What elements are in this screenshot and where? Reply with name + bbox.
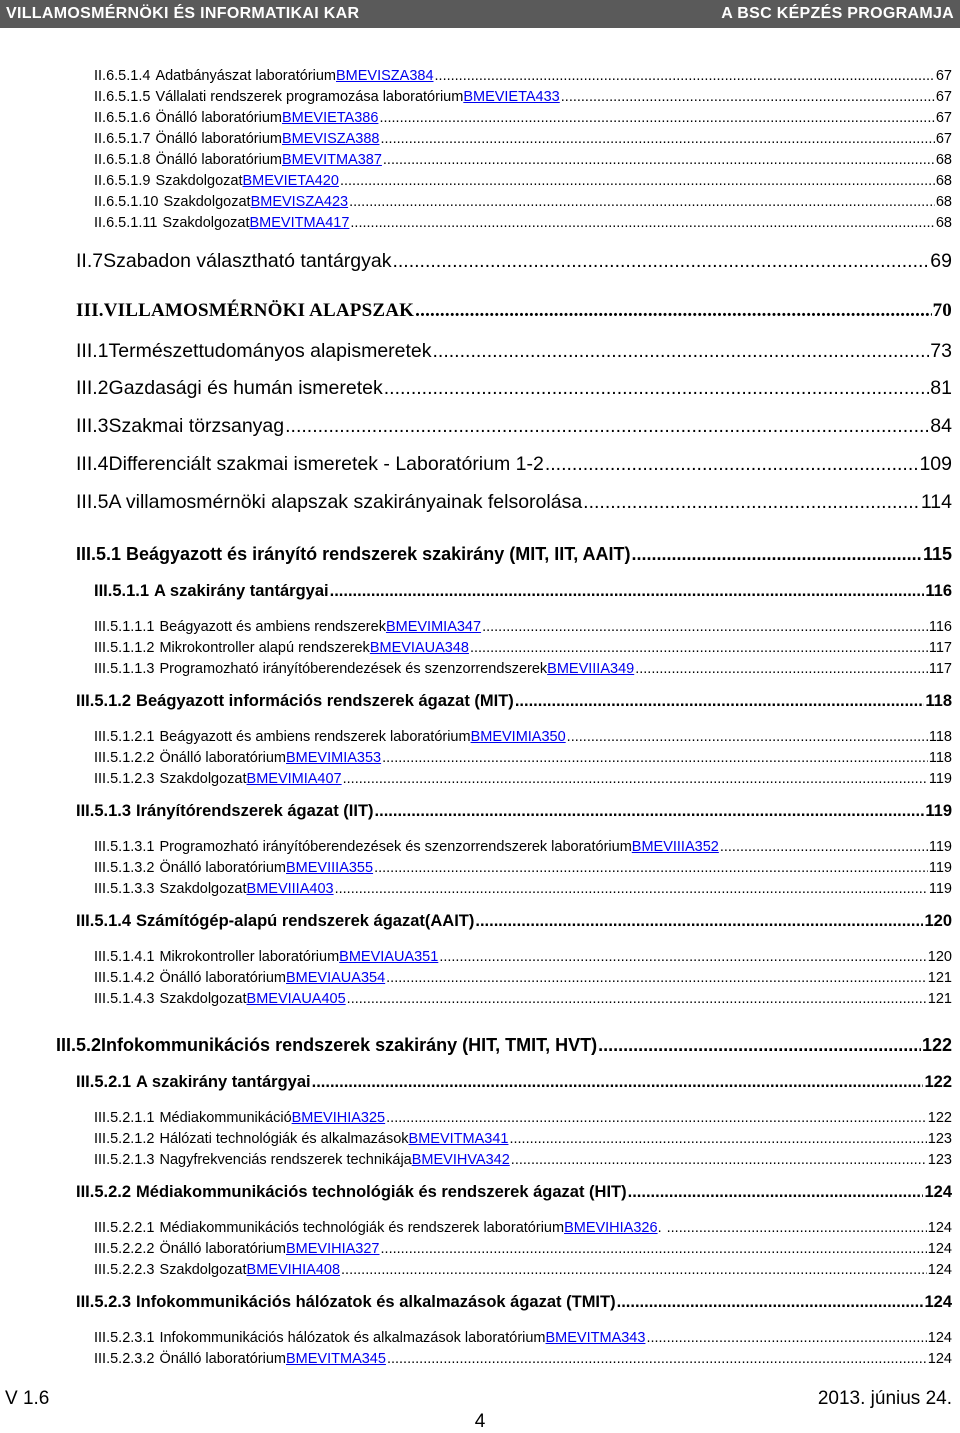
toc-entry-title: Önálló laboratórium [159, 1241, 287, 1257]
toc-entry-title: A villamosmérnöki alapszak szakirányainak felsorolása [108, 491, 583, 513]
course-code-link[interactable]: BMEVIAUA354 [286, 970, 386, 986]
course-code-link[interactable]: BMEVIIIA349 [547, 661, 635, 677]
toc-entry[interactable] [94, 68, 952, 85]
toc-entry-number: III.5.1.2.2 [94, 750, 155, 766]
dot-leader [381, 1241, 927, 1258]
toc-entry-title: Természettudományos alapismeretek [108, 340, 432, 362]
dot-leader [382, 750, 928, 767]
toc-entry[interactable] [94, 131, 952, 148]
toc-entry-number: III.5.2.1.2 [94, 1131, 155, 1147]
toc-entry[interactable] [76, 1073, 952, 1092]
toc-entry[interactable] [94, 1110, 952, 1127]
toc-entry-title: Beágyazott és irányító rendszerek szakirány (MIT, IIT, AAIT) [126, 544, 631, 564]
toc-entry-number: III.5.2.1.3 [94, 1152, 155, 1168]
toc-entry-title: Szakdolgozat [159, 991, 247, 1007]
course-code-link[interactable]: BMEVITMA417 [249, 215, 350, 231]
toc-entry-number: III.5.2.2.2 [94, 1241, 155, 1257]
toc-entry[interactable] [76, 1183, 952, 1202]
toc-entry-number: III.5.1.2 [76, 692, 132, 710]
toc-entry-number: II.6.5.1.7 [94, 131, 151, 147]
toc-entry[interactable] [94, 1220, 952, 1237]
dot-leader [561, 89, 935, 106]
dot-leader [350, 215, 934, 232]
toc-entry-number: III.5.1 [76, 544, 122, 564]
toc-entry[interactable] [94, 1152, 952, 1169]
toc-entry-page: 81 [930, 377, 952, 399]
toc-entry-title: VILLAMOSMÉRNÖKI ALAPSZAK [103, 300, 415, 321]
toc-entry-page: 117 [928, 640, 952, 656]
toc-entry-number: III.3 [76, 415, 109, 437]
toc-entry-page: 67 [935, 89, 952, 105]
toc-entry-page: 70 [932, 300, 952, 321]
dot-leader [515, 692, 925, 711]
toc-entry-page: 67 [935, 110, 952, 126]
toc-entry-page: 124 [924, 1183, 952, 1201]
toc-entry[interactable] [94, 640, 952, 657]
header-program-title: A BSC KÉPZÉS PROGRAMJA [721, 5, 954, 22]
toc-entry[interactable] [76, 692, 952, 711]
course-code-link[interactable]: BMEVIHVA342 [411, 1152, 510, 1168]
toc-entry-title: Szakdolgozat [159, 1262, 247, 1278]
course-code-link[interactable]: BMEVIMIA353 [286, 750, 382, 766]
dot-leader [384, 377, 930, 399]
toc-entry-title: Infokommunikációs hálózatok és alkalmazások ágazat (TMIT) [136, 1293, 616, 1311]
dot-leader [509, 1131, 926, 1148]
toc-entry-title: Szakdolgozat [155, 173, 243, 189]
course-code-link[interactable]: BMEVIETA433 [463, 89, 560, 105]
toc-entry-title: Gazdasági és humán ismeretek [108, 377, 383, 399]
toc-entry-number: III.4 [76, 453, 109, 475]
toc-entry-page: 121 [927, 991, 952, 1007]
toc-entry-title: Hálózati technológiák és alkalmazások [159, 1131, 409, 1147]
toc-entry-page: 116 [925, 582, 952, 600]
toc-entry[interactable] [94, 991, 952, 1008]
toc-entry[interactable] [94, 661, 952, 678]
toc-entry-title: Mikrokontroller laboratórium [159, 949, 340, 965]
toc-entry-page: 119 [928, 839, 952, 855]
course-code-link[interactable]: BMEVISZA384 [336, 68, 434, 84]
toc-entry[interactable] [94, 771, 952, 788]
footer-date: 2013. június 24. [817, 1388, 952, 1409]
toc-entry-number: III.5.1.4 [76, 912, 132, 930]
course-code-link[interactable]: BMEVIMIA407 [246, 771, 342, 787]
toc-entry[interactable] [94, 173, 952, 190]
toc-entry-title: Szakdolgozat [163, 194, 251, 210]
toc-entry-number: II.6.5.1.11 [94, 215, 158, 231]
dot-leader [347, 991, 927, 1008]
dot-leader [475, 912, 923, 931]
toc-entry-number: III.5.1.1.3 [94, 661, 155, 677]
toc-entry-page: 124 [927, 1220, 952, 1236]
toc-entry-page: 67 [935, 131, 952, 147]
toc-entry[interactable] [76, 377, 952, 399]
toc-entry[interactable] [94, 839, 952, 856]
dot-leader [470, 640, 928, 657]
dot-leader [285, 415, 929, 437]
toc-entry-page: 124 [927, 1241, 952, 1257]
dot-leader [667, 1220, 927, 1237]
toc-entry-title: A szakirány tantárgyai [136, 1073, 311, 1091]
toc-entry[interactable] [94, 1131, 952, 1148]
toc-entry-title: Médiakommunikáció [159, 1110, 292, 1126]
toc-entry-page: 109 [919, 453, 952, 475]
toc-entry-number: III.5.1.4.1 [94, 949, 155, 965]
toc-entry[interactable] [56, 1035, 952, 1056]
toc-entry-number: III.5.1.3.1 [94, 839, 155, 855]
toc-entry-page: 119 [928, 860, 952, 876]
toc-entry-number: III.5.1.1.2 [94, 640, 155, 656]
toc-entry[interactable] [94, 970, 952, 987]
dot-leader [720, 839, 928, 856]
toc-entry-title: Médiakommunikációs technológiák és rendszerek laboratórium [159, 1220, 565, 1236]
course-code-link[interactable]: BMEVITMA387 [281, 152, 382, 168]
course-code-link[interactable]: BMEVIIIA352 [631, 839, 719, 855]
toc-entry-title: Nagyfrekvenciás rendszerek technikája [159, 1152, 412, 1168]
toc-entry-page: 119 [928, 881, 952, 897]
toc-entry-page: 118 [928, 729, 952, 745]
toc-entry[interactable] [94, 949, 952, 966]
footer-page-number: 4 [474, 1411, 486, 1432]
toc-entry[interactable] [76, 912, 952, 931]
toc-entry-page: 122 [924, 1073, 952, 1091]
toc-entry[interactable] [94, 1241, 952, 1258]
toc-entry-title: Szakdolgozat [159, 771, 247, 787]
toc-entry-suffix: . [657, 1220, 666, 1236]
toc-entry[interactable] [94, 194, 952, 211]
toc-entry-title: Önálló laboratórium [155, 131, 282, 147]
toc-entry-page: 73 [930, 340, 952, 362]
toc-entry-number: III.2 [76, 377, 109, 399]
toc-entry-title: Mikrokontroller alapú rendszerek [159, 640, 370, 656]
course-code-link[interactable]: BMEVIHIA327 [286, 1241, 380, 1257]
toc-entry[interactable] [94, 1330, 952, 1347]
dot-leader [617, 1293, 924, 1312]
toc-entry[interactable] [76, 544, 952, 565]
toc-entry-page: 120 [924, 912, 952, 930]
dot-leader [375, 802, 925, 821]
toc-entry-number: II.6.5.1.10 [94, 194, 159, 210]
toc-entry-number: II.6.5.1.6 [94, 110, 151, 126]
toc-entry-page: 116 [928, 619, 952, 635]
toc-entry-number: III.5.1.4.3 [94, 991, 155, 1007]
course-code-link[interactable]: BMEVIIIA355 [286, 860, 374, 876]
toc-entry-title: A szakirány tantárgyai [154, 582, 329, 600]
toc-entry-title: Szabadon választható tantárgyak [103, 250, 392, 272]
toc-entry-page: 119 [925, 802, 952, 820]
toc-entry[interactable] [94, 152, 952, 169]
dot-leader [381, 131, 935, 148]
toc-entry-number: III.5.1.2.1 [94, 729, 155, 745]
toc-entry-page: 118 [925, 692, 952, 710]
dot-leader [383, 152, 935, 169]
toc-entry[interactable] [76, 300, 952, 322]
dot-leader [435, 68, 935, 85]
toc-entry-page: 122 [921, 1035, 952, 1055]
toc-entry-number: III.5.1.1.1 [94, 619, 155, 635]
course-code-link[interactable]: BMEVIAUA351 [339, 949, 439, 965]
toc-entry-title: Beágyazott információs rendszerek ágazat (MIT) [136, 692, 514, 710]
toc-entry[interactable] [94, 860, 952, 877]
toc-entry-title: Infokommunikációs hálózatok és alkalmazások laboratórium [159, 1330, 546, 1346]
dot-leader [598, 1035, 921, 1056]
toc-entry-page: 115 [922, 544, 952, 564]
dot-leader [632, 544, 922, 565]
toc-entry-page: 124 [924, 1293, 952, 1311]
toc-entry-number: III.5 [76, 491, 109, 513]
dot-leader [330, 582, 925, 601]
course-code-link[interactable]: BMEVIETA420 [242, 173, 339, 189]
toc-entry-title: Önálló laboratórium [159, 1351, 287, 1367]
toc-entry-title: Önálló laboratórium [159, 970, 287, 986]
toc-entry-number: III.5.1.2.3 [94, 771, 155, 787]
toc-entry[interactable] [76, 1293, 952, 1312]
toc-entry-title: Médiakommunikációs technológiák és rendszerek ágazat (HIT) [136, 1183, 627, 1201]
toc-entry-page: 68 [935, 215, 952, 231]
dot-leader [567, 729, 928, 746]
toc-entry-title: Vállalati rendszerek programozása laboratórium [155, 89, 464, 105]
toc-entry[interactable] [76, 802, 952, 821]
toc-entry-title: Irányítórendszerek ágazat (IIT) [136, 802, 374, 820]
dot-leader [341, 1262, 927, 1279]
footer-version: V 1.6 [5, 1388, 50, 1409]
toc-entry[interactable] [76, 491, 952, 513]
toc-entry-number: III.5.2.1.1 [94, 1110, 155, 1126]
toc-entry-page: 123 [927, 1131, 952, 1147]
toc-entry-page: 117 [928, 661, 952, 677]
dot-leader [635, 661, 928, 678]
toc-entry-number: III.1 [76, 340, 109, 362]
toc-entry-title: Differenciált szakmai ismeretek - Laboratórium 1-2 [108, 453, 544, 475]
toc-entry-title: Önálló laboratórium [155, 110, 282, 126]
toc-entry-page: 68 [935, 194, 952, 210]
toc-entry-number: II.6.5.1.9 [94, 173, 151, 189]
course-code-link[interactable]: BMEVIETA386 [281, 110, 379, 126]
dot-leader [349, 194, 935, 211]
course-code-link[interactable]: BMEVIIIA403 [246, 881, 334, 897]
toc-entry-page: 67 [935, 68, 952, 84]
toc-entry[interactable] [94, 729, 952, 746]
dot-leader [374, 860, 928, 877]
toc-entry-title: Számítógép-alapú rendszerek ágazat(AAIT) [136, 912, 475, 930]
document-header [0, 0, 960, 28]
toc-entry-page: 124 [927, 1330, 952, 1346]
toc-entry[interactable] [94, 881, 952, 898]
dot-leader [439, 949, 926, 966]
toc-entry-number: II.7 [76, 250, 104, 272]
toc-entry-title: Szakdolgozat [159, 881, 247, 897]
toc-entry-number: III.5.1.1 [94, 582, 150, 600]
toc-entry-page: 121 [927, 970, 952, 986]
toc-entry-title: Önálló laboratórium [155, 152, 282, 168]
course-code-link[interactable]: BMEVIMIA350 [470, 729, 566, 745]
toc-entry-page: 124 [927, 1262, 952, 1278]
dot-leader [583, 491, 920, 513]
toc-entry[interactable] [94, 1351, 952, 1368]
toc-entry-number: II.6.5.1.8 [94, 152, 151, 168]
toc-entry-number: III.5.1.3.3 [94, 881, 155, 897]
dot-leader [335, 881, 928, 898]
toc-entry[interactable] [76, 453, 952, 475]
toc-entry-page: 68 [935, 152, 952, 168]
toc-entry[interactable] [94, 89, 952, 106]
toc-entry-number: II.6.5.1.5 [94, 89, 151, 105]
toc-entry[interactable] [94, 1262, 952, 1279]
course-code-link[interactable]: BMEVIHIA325 [291, 1110, 386, 1126]
toc-entry-page: 123 [927, 1152, 952, 1168]
dot-leader [379, 110, 934, 127]
toc-entry-number: III.5.2.1 [76, 1073, 132, 1091]
dot-leader [387, 1351, 927, 1368]
toc-entry-title: Önálló laboratórium [159, 860, 287, 876]
toc-entry[interactable] [94, 110, 952, 127]
toc-entry-number: III.5.2.2 [76, 1183, 132, 1201]
dot-leader [628, 1183, 924, 1202]
dot-leader [386, 1110, 927, 1127]
dot-leader [386, 970, 927, 987]
toc-entry-title: Programozható irányítóberendezések és szenzorrendszerek [159, 661, 548, 677]
dot-leader [511, 1152, 927, 1169]
toc-entry-number: III.5.1.4.2 [94, 970, 155, 986]
toc-entry-title: Adatbányászat laboratórium [155, 68, 336, 84]
course-code-link[interactable]: BMEVISZA423 [250, 194, 349, 210]
toc-entry-title: Szakdolgozat [162, 215, 250, 231]
toc-entry[interactable] [94, 750, 952, 767]
toc-entry-number: III. [76, 300, 104, 321]
course-code-link[interactable]: BMEVITMA341 [408, 1131, 509, 1147]
toc-entry-page: 68 [935, 173, 952, 189]
toc-entry-page: 69 [930, 250, 952, 272]
dot-leader [482, 619, 928, 636]
toc-entry-page: 120 [927, 949, 952, 965]
toc-entry-title: Infokommunikációs rendszerek szakirány (HIT, TMIT, HVT) [101, 1035, 598, 1055]
dot-leader [415, 300, 931, 322]
dot-leader [343, 771, 928, 788]
toc-entry-title: Beágyazott és ambiens rendszerek [159, 619, 386, 635]
toc-entry-number: III.5.2.3.1 [94, 1330, 155, 1346]
course-code-link[interactable]: BMEVIAUA348 [369, 640, 469, 656]
course-code-link[interactable]: BMEVIAUA405 [246, 991, 346, 1007]
toc-entry-title: Szakmai törzsanyag [108, 415, 285, 437]
toc-entry-number: III.5.2.3 [76, 1293, 132, 1311]
toc-entry-title: Programozható irányítóberendezések és szenzorrendszerek laboratórium [159, 839, 632, 855]
toc-entry-number: III.5.2.2.3 [94, 1262, 155, 1278]
toc-entry-page: 118 [928, 750, 952, 766]
toc-entry-number: III.5.2.2.1 [94, 1220, 155, 1236]
toc-entry-number: III.5.2 [56, 1035, 102, 1055]
course-code-link[interactable]: BMEVIHIA326 [564, 1220, 658, 1236]
toc-entry-number: III.5.1.3.2 [94, 860, 155, 876]
toc-entry[interactable] [94, 582, 952, 601]
toc-entry[interactable] [76, 340, 952, 362]
toc-entry-page: 124 [927, 1351, 952, 1367]
toc-entry[interactable] [76, 415, 952, 437]
dot-leader [433, 340, 930, 362]
toc-entry-title: Beágyazott és ambiens rendszerek laboratórium [159, 729, 471, 745]
dot-leader [646, 1330, 926, 1347]
dot-leader [340, 173, 935, 190]
header-faculty-title: VILLAMOSMÉRNÖKI ÉS INFORMATIKAI KAR [6, 5, 360, 22]
dot-leader [312, 1073, 924, 1092]
toc-entry-page: 114 [920, 491, 952, 513]
toc-entry-page: 119 [928, 771, 952, 787]
toc-entry-number: III.5.2.3.2 [94, 1351, 155, 1367]
toc-entry-title: Önálló laboratórium [159, 750, 287, 766]
toc-entry[interactable] [94, 215, 952, 232]
course-code-link[interactable]: BMEVISZA388 [281, 131, 380, 147]
toc-entry-page: 84 [930, 415, 952, 437]
course-code-link[interactable]: BMEVIHIA408 [246, 1262, 341, 1278]
dot-leader [545, 453, 919, 475]
course-code-link[interactable]: BMEVIMIA347 [385, 619, 482, 635]
toc-entry-number: III.5.1.3 [76, 802, 132, 820]
toc-entry[interactable] [76, 250, 952, 272]
course-code-link[interactable]: BMEVITMA345 [286, 1351, 386, 1367]
toc-entry-page: 122 [927, 1110, 952, 1126]
toc-entry-number: II.6.5.1.4 [94, 68, 151, 84]
dot-leader [392, 250, 929, 272]
course-code-link[interactable]: BMEVITMA343 [545, 1330, 646, 1346]
toc-entry[interactable] [94, 619, 952, 636]
